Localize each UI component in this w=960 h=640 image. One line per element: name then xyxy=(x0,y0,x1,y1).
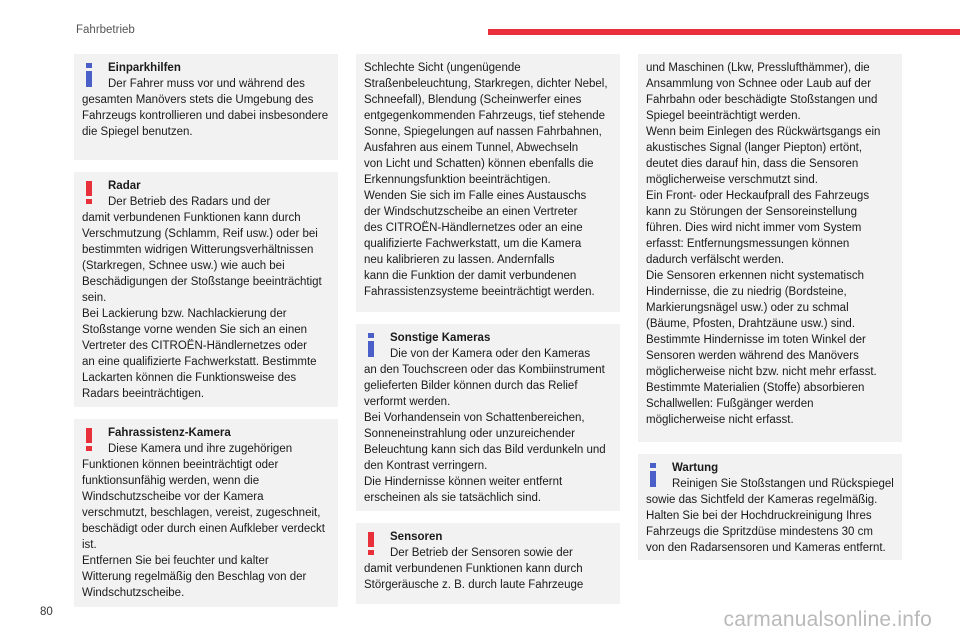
column-right xyxy=(638,54,902,572)
note-sensoren-continued xyxy=(638,54,902,442)
note-line: deutet dies darauf hin, dass die Sensoren xyxy=(646,158,859,170)
note-line: Hindernisse, die zu niedrig (Bordsteine, xyxy=(646,286,847,298)
note-line: Bestimmte Hindernisse im toten Winkel der xyxy=(646,334,866,346)
note-line: Schneefall), Blendung (Scheinwerfer eines xyxy=(364,94,582,106)
note-line: Wenn beim Einlegen des Rückwärtsgangs ein xyxy=(646,126,881,138)
note-line: Lackarten können die Funktionsweise des xyxy=(82,372,297,384)
note-line: an eine qualifizierte Fachwerkstatt. Bestimmte xyxy=(82,356,317,368)
watermark: carmanualsonline.info xyxy=(723,608,932,631)
warning-icon xyxy=(86,181,92,203)
note-line: Beleuchtung kann sich das Bild verdunkeln und xyxy=(364,444,606,456)
note-line: Fahrzeugs kontrollieren und dabei insbesondere xyxy=(82,110,329,122)
note-line: Der Betrieb des Radars und der xyxy=(108,196,271,208)
page-number: 80 xyxy=(40,606,53,618)
note-line: Ansammlung von Schnee oder Laub auf der xyxy=(646,78,872,90)
note-line: möglicherweise nicht bzw. nicht mehr erfasst. xyxy=(646,366,877,378)
note-line: Sonne, Spiegelungen auf nassen Fahrbahnen, xyxy=(364,126,602,138)
note-line: Sonneneinstrahlung oder unzureichender xyxy=(364,428,575,440)
info-icon xyxy=(650,463,656,485)
note-title: Sonstige Kameras xyxy=(390,332,491,344)
note-line: entgegenkommenden Fahrzeugs, tief stehende xyxy=(364,110,606,122)
note-title: Einparkhilfen xyxy=(108,62,181,74)
info-icon xyxy=(368,333,374,355)
warning-icon xyxy=(86,428,92,450)
note-line: Störgeräusche z. B. durch laute Fahrzeuge xyxy=(364,579,584,591)
note-line: erscheinen als sie tatsächlich sind. xyxy=(364,492,542,504)
note-line: akustisches Signal (langer Piepton) ertönt, xyxy=(646,142,863,154)
note-line: gelieferten Bilder können durch das Relief xyxy=(364,380,578,392)
info-icon xyxy=(86,63,92,85)
note-line: neu kalibrieren zu lassen. Andernfalls xyxy=(364,254,555,266)
note-line: Stoßstange vorne wenden Sie sich an einen xyxy=(82,324,308,336)
note-line: Der Fahrer muss vor und während des xyxy=(108,78,305,90)
note-line: Schlechte Sicht (ungenügende xyxy=(364,62,521,74)
column-left xyxy=(74,54,338,619)
note-line: Fahrbahn oder beschädigte Stoßstangen und xyxy=(646,94,878,106)
note-fahrassistenz-kamera xyxy=(74,419,338,607)
note-sicht-continued xyxy=(356,54,620,312)
note-line: sowie das Sichtfeld der Kameras regelmäßig. xyxy=(646,494,878,506)
note-line: Fahrzeugs die Spritzdüse mindestens 30 cm xyxy=(646,526,873,538)
note-line: Die von der Kamera oder den Kameras xyxy=(390,348,591,360)
note-line: Diese Kamera und ihre zugehörigen xyxy=(108,443,293,455)
note-line: Markierungsnägel usw.) oder zu schmal xyxy=(646,302,849,314)
note-line: Windschutzscheibe vor der Kamera xyxy=(82,491,264,503)
note-line: führen. Dies wird nicht immer vom System xyxy=(646,222,862,234)
note-line: Die Hindernisse können weiter entfernt xyxy=(364,476,563,488)
note-title: Radar xyxy=(108,180,141,192)
note-sensoren xyxy=(356,523,620,604)
note-line: den Kontrast verringern. xyxy=(364,460,488,472)
note-title: Sensoren xyxy=(390,531,443,543)
note-line: Radars beeinträchtigen. xyxy=(82,388,205,400)
note-line: funktionsunfähig werden, wenn die xyxy=(82,475,260,487)
note-line: beschädigt oder durch einen Aufkleber verdeckt xyxy=(82,523,325,535)
note-line: bestimmten widrigen Witterungsverhältnissen xyxy=(82,244,314,256)
note-line: Vertreter des CITROËN-Händlernetzes oder xyxy=(82,340,307,352)
note-line: damit verbundenen Funktionen kann durch xyxy=(82,212,301,224)
note-line: Beschädigungen der Stoßstange beeinträchtigt xyxy=(82,276,322,288)
note-radar xyxy=(74,172,338,407)
note-line: Wenden Sie sich im Falle eines Austauschs xyxy=(364,190,587,202)
note-line: damit verbundenen Funktionen kann durch xyxy=(364,563,583,575)
note-line: des CITROËN-Händlernetzes oder an eine xyxy=(364,222,583,234)
note-line: Entfernen Sie bei feuchter und kalter xyxy=(82,555,269,567)
note-line: qualifizierte Fachwerkstatt, um die Kamera xyxy=(364,238,582,250)
note-line: Schallwellen: Fußgänger werden xyxy=(646,398,814,410)
note-line: (Bäume, Pfosten, Drahtzäune usw.) sind. xyxy=(646,318,856,330)
note-line: von den Radarsensoren und Kameras entfernt. xyxy=(646,542,886,554)
header-accent-bar xyxy=(488,29,960,35)
note-title: Wartung xyxy=(672,462,719,474)
note-line: verschmutzt, beschlagen, vereist, zugeschneit, xyxy=(82,507,321,519)
note-line: Sensoren werden während des Manövers xyxy=(646,350,859,362)
note-line: dadurch verfälscht werden. xyxy=(646,254,785,266)
note-line: Funktionen können beeinträchtigt oder xyxy=(82,459,279,471)
header-title: Fahrbetrieb xyxy=(76,24,135,36)
note-line: Die Sensoren erkennen nicht systematisch xyxy=(646,270,864,282)
note-title: Fahrassistenz-Kamera xyxy=(108,427,231,439)
column-middle xyxy=(356,54,620,616)
note-line: sein. xyxy=(82,292,107,304)
note-line: Fahrassistenzsysteme beeinträchtigt werden. xyxy=(364,286,595,298)
note-line: Windschutzscheibe. xyxy=(82,587,185,599)
note-line: und Maschinen (Lkw, Presslufthämmer), die xyxy=(646,62,870,74)
note-line: Straßenbeleuchtung, Starkregen, dichter Nebel, xyxy=(364,78,608,90)
note-line: kann die Funktion der damit verbundenen xyxy=(364,270,577,282)
note-line: ist. xyxy=(82,539,97,551)
note-line: von Licht und Schatten) können ebenfalls die xyxy=(364,158,594,170)
note-wartung xyxy=(638,454,902,560)
note-line: (Starkregen, Schnee usw.) wie auch bei xyxy=(82,260,285,272)
note-line: Bestimmte Materialien (Stoffe) absorbieren xyxy=(646,382,865,394)
note-line: erfasst: Entfernungsmessungen können xyxy=(646,238,850,250)
note-sonstige-kameras xyxy=(356,324,620,511)
note-line: die Spiegel benutzen. xyxy=(82,126,193,138)
note-line: Verschmutzung (Schlamm, Reif usw.) oder bei xyxy=(82,228,318,240)
note-line: Witterung regelmäßig den Beschlag von der xyxy=(82,571,307,583)
note-line: Halten Sie bei der Hochdruckreinigung Ihres xyxy=(646,510,872,522)
note-line: kann zu Störungen der Sensoreinstellung xyxy=(646,206,857,218)
note-line: der Windschutzscheibe an einen Vertreter xyxy=(364,206,578,218)
note-line: Ausfahren aus einem Tunnel, Abwechseln xyxy=(364,142,579,154)
note-line: Reinigen Sie Stoßstangen und Rückspiegel xyxy=(672,478,894,490)
note-line: möglicherweise nicht erfasst. xyxy=(646,414,794,426)
note-einparkhilfen xyxy=(74,54,338,160)
note-line: Der Betrieb der Sensoren sowie der xyxy=(390,547,573,559)
note-line: Bei Vorhandensein von Schattenbereichen, xyxy=(364,412,585,424)
warning-icon xyxy=(368,532,374,554)
note-line: verformt werden. xyxy=(364,396,451,408)
note-line: möglicherweise verschmutzt sind. xyxy=(646,174,818,186)
note-line: gesamten Manövers stets die Umgebung des xyxy=(82,94,314,106)
note-line: Bei Lackierung bzw. Nachlackierung der xyxy=(82,308,287,320)
note-line: Spiegel beeinträchtigt werden. xyxy=(646,110,801,122)
note-line: Ein Front- oder Heckaufprall des Fahrzeugs xyxy=(646,190,870,202)
note-line: an den Touchscreen oder das Kombiinstrument xyxy=(364,364,605,376)
note-line: Erkennungsfunktion beeinträchtigen. xyxy=(364,174,551,186)
